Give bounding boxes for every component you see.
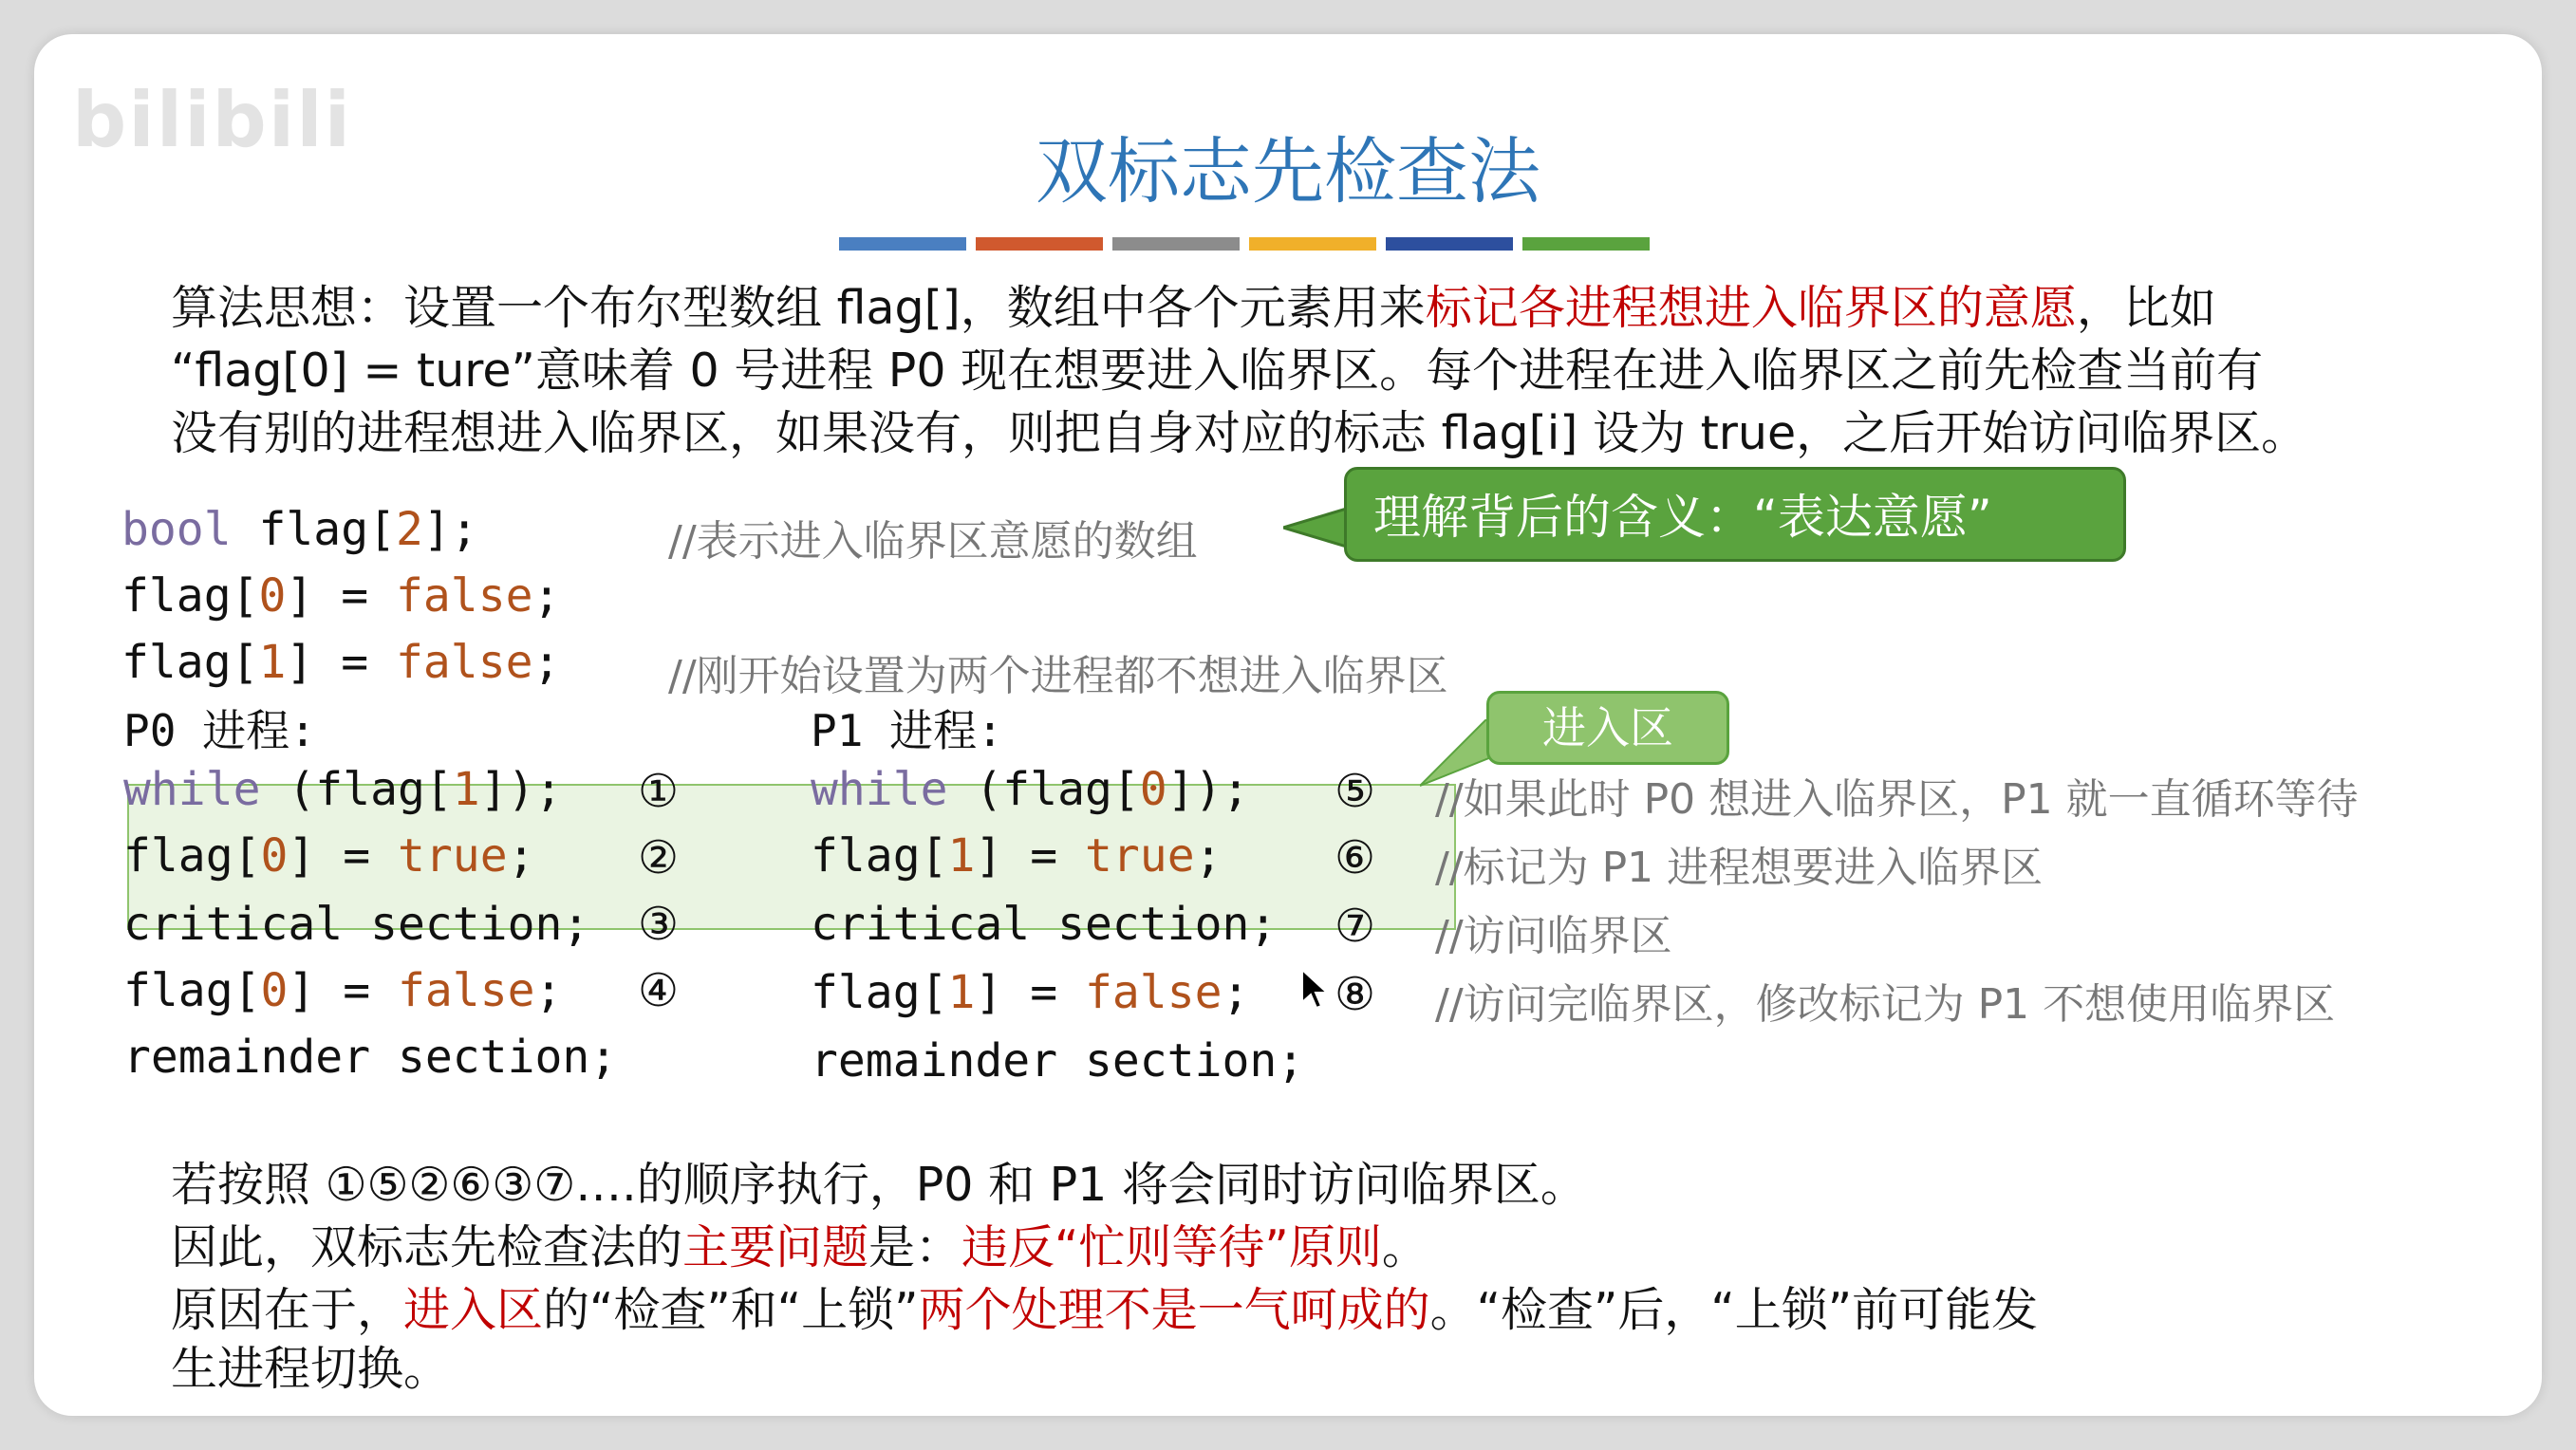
code-text: flag[ bbox=[811, 966, 948, 1019]
conclusion-text: 。 bbox=[1381, 1220, 1428, 1274]
code-text: flag[ bbox=[123, 829, 261, 883]
entry-callout: 进入区 bbox=[1486, 691, 1729, 765]
code-number: 2 bbox=[395, 503, 423, 556]
decl-line-1 bbox=[121, 503, 478, 556]
code-number: 0 bbox=[260, 964, 289, 1017]
code-text: ]); bbox=[479, 763, 563, 816]
p0-line-2 bbox=[123, 829, 535, 883]
step-marker-3: ③ bbox=[638, 898, 680, 951]
idea-line-3: 没有别的进程想进入临界区，如果没有，则把自身对应的标志 flag[i] 设为 true，之后开始访问临界区。 bbox=[171, 406, 2308, 460]
step-marker-4: ④ bbox=[638, 964, 680, 1017]
conclusion-line-4: 生进程切换。 bbox=[171, 1342, 451, 1396]
step-marker-1: ① bbox=[638, 765, 680, 818]
decl-comment-1: //表示进入临界区意愿的数组 bbox=[668, 517, 1198, 566]
idea-highlight: 标记各进程想进入临界区的意愿 bbox=[1425, 281, 2077, 335]
code-number: 0 bbox=[260, 829, 289, 883]
p1-line-2 bbox=[811, 829, 1223, 883]
code-keyword: while bbox=[123, 763, 261, 816]
p1-line-5: remainder section; bbox=[811, 1034, 1305, 1088]
code-literal: false bbox=[398, 964, 535, 1017]
code-number: 0 bbox=[258, 569, 287, 623]
conclusion-text: 。“检查”后，“上锁”前可能发 bbox=[1429, 1283, 2039, 1337]
code-text: ]; bbox=[422, 503, 478, 556]
meaning-callout: 理解背后的含义：“表达意愿” bbox=[1344, 467, 2126, 562]
p1-comment-2: //标记为 P1 进程想要进入临界区 bbox=[1435, 844, 2044, 892]
decl-line-2 bbox=[121, 569, 560, 623]
code-number: 1 bbox=[947, 966, 976, 1019]
decl-comment-3: //刚开始设置为两个进程都不想进入临界区 bbox=[668, 652, 1448, 700]
idea-line-1 bbox=[171, 277, 2216, 340]
conclusion-highlight: 两个处理不是一气呵成的 bbox=[918, 1283, 1430, 1337]
code-text: flag[ bbox=[121, 636, 259, 689]
code-text: (flag[ bbox=[260, 763, 453, 816]
p1-line-1 bbox=[811, 763, 1249, 816]
code-text: ] = bbox=[286, 636, 396, 689]
code-literal: true bbox=[398, 829, 508, 883]
code-keyword: while bbox=[811, 763, 948, 816]
p1-comment-3: //访问临界区 bbox=[1435, 912, 1672, 960]
code-text: ; bbox=[532, 569, 561, 623]
code-text: ; bbox=[1222, 966, 1250, 1019]
idea-text: ，比如 bbox=[2076, 281, 2216, 335]
decl-line-3 bbox=[121, 636, 560, 689]
p0-line-5: remainder section; bbox=[123, 1031, 618, 1084]
step-marker-5: ⑤ bbox=[1335, 765, 1376, 818]
color-bar-3 bbox=[1112, 237, 1240, 251]
code-text: ] = bbox=[975, 829, 1085, 883]
code-text: flag[ bbox=[811, 829, 948, 883]
step-marker-2: ② bbox=[638, 831, 680, 884]
color-bar-2 bbox=[976, 237, 1103, 251]
code-number: 1 bbox=[452, 763, 480, 816]
code-text: ; bbox=[532, 636, 561, 689]
code-text: ]); bbox=[1167, 763, 1250, 816]
idea-text: 算法思想：设置一个布尔型数组 flag[]，数组中各个元素用来 bbox=[171, 281, 1426, 335]
code-number: 0 bbox=[1139, 763, 1167, 816]
conclusion-text: 是： bbox=[868, 1220, 962, 1274]
p1-comment-1: //如果此时 P0 想进入临界区，P1 就一直循环等待 bbox=[1435, 775, 2359, 824]
code-text: flag[ bbox=[121, 569, 259, 623]
code-text: ] = bbox=[975, 966, 1085, 1019]
code-text: ] = bbox=[288, 829, 398, 883]
code-text: flag[ bbox=[123, 964, 261, 1017]
p1-header: P1 进程: bbox=[811, 705, 1003, 756]
bilibili-watermark: bilibili bbox=[72, 76, 353, 164]
code-text: ; bbox=[534, 964, 563, 1017]
step-marker-7: ⑦ bbox=[1335, 900, 1376, 953]
conclusion-highlight: 进入区 bbox=[403, 1283, 544, 1337]
p1-line-4 bbox=[811, 966, 1249, 1019]
code-text: ; bbox=[507, 829, 535, 883]
step-marker-8: ⑧ bbox=[1335, 968, 1376, 1021]
code-number: 1 bbox=[258, 636, 287, 689]
code-text: ] = bbox=[288, 964, 398, 1017]
color-bar-5 bbox=[1386, 237, 1513, 251]
slide-title: 双标志先检查法 bbox=[1036, 129, 1540, 214]
code-literal: true bbox=[1085, 829, 1195, 883]
mouse-cursor-icon bbox=[1300, 968, 1329, 1012]
p1-comment-4: //访问完临界区，修改标记为 P1 不想使用临界区 bbox=[1435, 980, 2336, 1029]
code-literal: false bbox=[396, 569, 533, 623]
color-bar-1 bbox=[839, 237, 966, 251]
conclusion-highlight: 主要问题 bbox=[682, 1220, 869, 1274]
p0-header: P0 进程: bbox=[123, 705, 316, 756]
code-literal: false bbox=[396, 636, 533, 689]
slide bbox=[34, 34, 2542, 1416]
p0-line-4 bbox=[123, 964, 562, 1017]
code-text: ] = bbox=[286, 569, 396, 623]
color-bar-6 bbox=[1522, 237, 1650, 251]
conclusion-highlight: 违反“忙则等待”原则 bbox=[961, 1220, 1382, 1274]
p1-line-3: critical section; bbox=[811, 898, 1278, 951]
code-literal: false bbox=[1085, 966, 1223, 1019]
conclusion-text: 的“检查”和“上锁” bbox=[543, 1283, 919, 1337]
conclusion-line-3 bbox=[171, 1279, 2038, 1342]
step-marker-6: ⑥ bbox=[1335, 831, 1376, 884]
color-bar-4 bbox=[1249, 237, 1376, 251]
code-text: flag[ bbox=[231, 503, 396, 556]
idea-line-2: “flag[0] = ture”意味着 0 号进程 P0 现在想要进入临界区。每个进程在进入临界区之前先检查当前有 bbox=[171, 344, 2264, 398]
conclusion-line-2 bbox=[171, 1217, 1428, 1279]
p0-line-3: critical section; bbox=[123, 898, 590, 951]
code-text: (flag[ bbox=[947, 763, 1140, 816]
conclusion-text: 原因在于， bbox=[171, 1283, 404, 1337]
conclusion-line-1: 若按照 ①⑤②⑥③⑦….的顺序执行，P0 和 P1 将会同时访问临界区。 bbox=[171, 1158, 1587, 1212]
code-keyword: bool bbox=[121, 503, 232, 556]
p0-line-1 bbox=[123, 763, 562, 816]
code-number: 1 bbox=[947, 829, 976, 883]
conclusion-text: 因此，双标志先检查法的 bbox=[171, 1220, 683, 1274]
code-text: ; bbox=[1194, 829, 1223, 883]
